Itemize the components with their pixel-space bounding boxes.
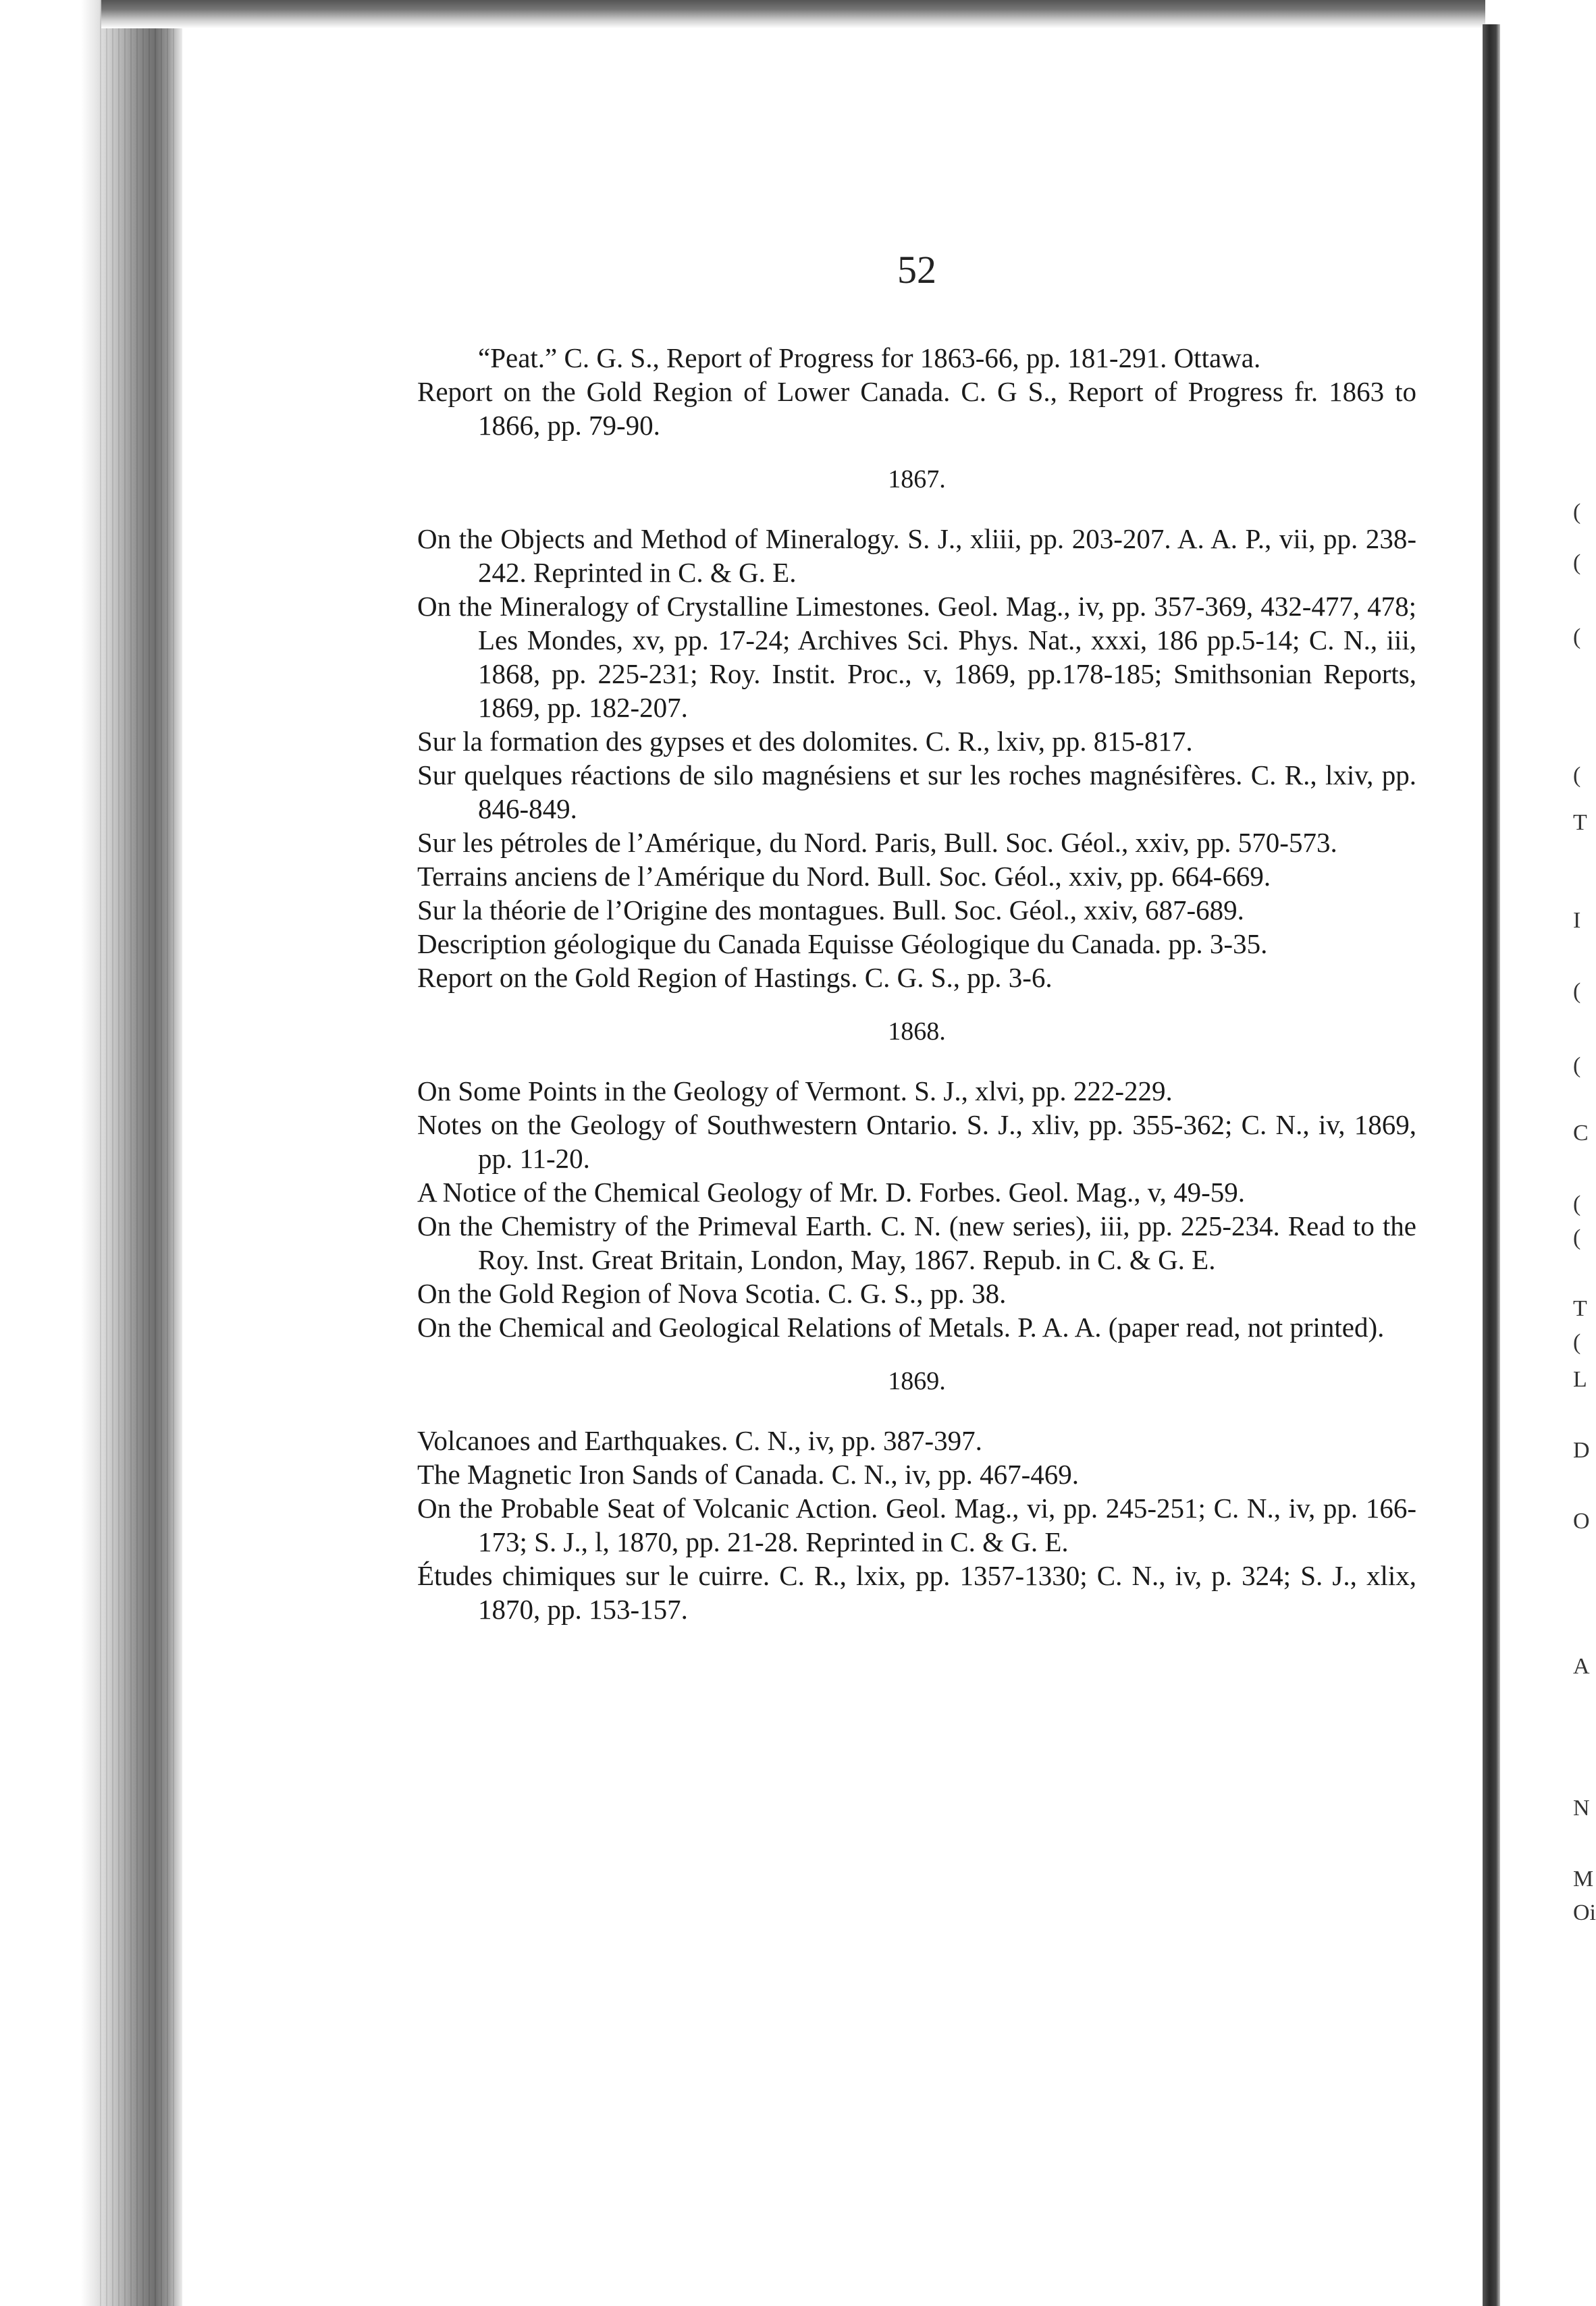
page-number: 52 [897, 248, 936, 292]
margin-glyph: ( [1573, 500, 1581, 525]
margin-glyph: ( [1573, 1225, 1581, 1250]
bibliography-text [417, 246, 1416, 1626]
margin-glyph: ( [1573, 1053, 1581, 1078]
year-heading: 1869. [888, 1367, 946, 1395]
bibliography-entry: Terrains anciens de l’Amérique du Nord. Bull. Soc. Géol., xxiv, pp. 664-669. [417, 861, 1271, 892]
margin-glyph: ( [1573, 763, 1581, 788]
bibliography-entry: On Some Points in the Geology of Vermont. S. J., xlvi, pp. 222-229. [417, 1075, 1173, 1106]
margin-glyph: ( [1573, 979, 1581, 1004]
bibliography-entry: Description géologique du Canada Equisse Géologique du Canada. pp. 3-35. [417, 928, 1268, 959]
bibliography-entry: On the Mineralogy of Crystalline Limestones. Geol. Mag., iv, pp. 357-369, 432-477, 478; Les Mondes, xv, pp. 17-24; Archives Sci. Phys. Nat., xxxi, 186 pp.5-14; C. N., iii, 1868, pp. 225-231; Roy. Instit. Proc., v, 1869, pp.178-185; Smithsonian Reports, 1869, pp. 182-207. [417, 591, 1416, 723]
bibliography-entry: Report on the Gold Region of Hastings. C. G. S., pp. 3-6. [417, 962, 1053, 993]
bibliography-entry: “Peat.” C. G. S., Report of Progress for 1863-66, pp. 181-291. Ottawa. [478, 342, 1261, 373]
bibliography-entry: Sur la formation des gypses et des dolomites. C. R., lxiv, pp. 815-817. [417, 726, 1193, 757]
scan-top-edge [101, 0, 1485, 28]
bibliography-entry: On the Probable Seat of Volcanic Action. Geol. Mag., vi, pp. 245-251; C. N., iv, pp. 166-173; S. J., l, 1870, pp. 21-28. Reprinted in C. & G. E. [417, 1493, 1416, 1557]
margin-glyph: D [1573, 1438, 1590, 1463]
year-heading: 1868. [888, 1017, 946, 1046]
bibliography-entry: On the Gold Region of Nova Scotia. C. G. S., pp. 38. [417, 1278, 1007, 1309]
margin-glyph: ( [1573, 624, 1581, 649]
page-stack-edges [100, 0, 174, 2306]
margin-glyph: Oi [1573, 1900, 1596, 1925]
margin-glyph: ( [1573, 1191, 1581, 1216]
margin-glyph: A [1573, 1654, 1590, 1679]
bibliography-entry: Volcanoes and Earthquakes. C. N., iv, pp. 387-397. [417, 1425, 982, 1456]
margin-glyph: O [1573, 1509, 1590, 1534]
bibliography-entry: Sur quelques réactions de silo magnésiens et sur les roches magnésifères. C. R., lxiv, pp. 846-849. [417, 759, 1416, 824]
bibliography-entry: On the Objects and Method of Mineralogy. S. J., xliii, pp. 203-207. A. A. P., vii, pp. 238-242. Reprinted in C. & G. E. [417, 523, 1416, 588]
margin-glyph: ( [1573, 1330, 1581, 1355]
margin-glyph: ( [1573, 550, 1581, 575]
bibliography-entry: On the Chemical and Geological Relations of Metals. P. A. A. (paper read, not printed). [417, 1312, 1385, 1343]
bibliography-entry: Études chimiques sur le cuirre. C. R., lxix, pp. 1357-1330; C. N., iv, p. 324; S. J., xlix, 1870, pp. 153-157. [417, 1560, 1416, 1625]
bibliography-entry: On the Chemistry of the Primeval Earth. C. N. (new series), iii, pp. 225-234. Read to the Roy. Inst. Great Britain, London, May, 1867. Repub. in C. & G. E. [417, 1210, 1416, 1275]
bibliography-entry: The Magnetic Iron Sands of Canada. C. N., iv, pp. 467-469. [417, 1459, 1080, 1490]
margin-glyph: I [1573, 908, 1581, 933]
bibliography-entry: Sur la théorie de l’Origine des montagues. Bull. Soc. Géol., xxiv, 687-689. [417, 894, 1244, 926]
margin-glyph: T [1573, 1296, 1587, 1321]
bibliography-entry: Notes on the Geology of Southwestern Ontario. S. J., xliv, pp. 355-362; C. N., iv, 1869, pp. 11-20. [417, 1109, 1416, 1174]
margin-glyph: L [1573, 1367, 1587, 1392]
margin-glyph: N [1573, 1796, 1590, 1821]
margin-glyph: T [1573, 810, 1587, 835]
next-page-margin [1553, 0, 1596, 2306]
year-heading: 1867. [888, 465, 946, 493]
bibliography-entry: A Notice of the Chemical Geology of Mr. D. Forbes. Geol. Mag., v, 49-59. [417, 1177, 1245, 1208]
margin-glyph: M [1573, 1867, 1594, 1892]
scan-right-edge [1483, 24, 1500, 2306]
bibliography-entry: Report on the Gold Region of Lower Canada. C. G S., Report of Progress fr. 1863 to 1866, pp. 79-90. [417, 376, 1416, 441]
bibliography-entry: Sur les pétroles de l’Amérique, du Nord. Paris, Bull. Soc. Géol., xxiv, pp. 570-573. [417, 827, 1337, 858]
margin-glyph: C [1573, 1121, 1589, 1146]
